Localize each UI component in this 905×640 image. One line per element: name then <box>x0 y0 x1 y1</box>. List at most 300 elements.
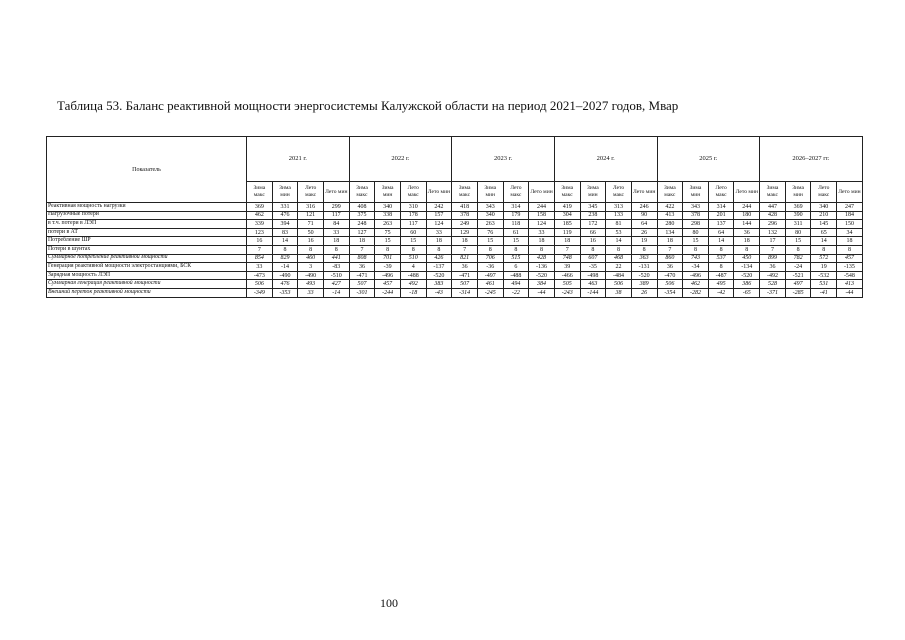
table-cell: 280 <box>657 220 683 229</box>
table-cell: 144 <box>734 220 760 229</box>
table-cell: 145 <box>811 220 837 229</box>
table-cell: 457 <box>375 280 401 289</box>
table-cell: -14 <box>323 288 349 297</box>
table-row <box>47 220 863 229</box>
table-cell: 14 <box>708 237 734 246</box>
table-cell: 36 <box>760 263 786 272</box>
table-cell: 33 <box>247 263 273 272</box>
table-cell: -520 <box>426 271 452 280</box>
table-cell: 506 <box>247 280 273 289</box>
table-cell: 33 <box>426 228 452 237</box>
table-cell: 36 <box>349 263 375 272</box>
table-cell: 476 <box>272 211 298 220</box>
table-cell: 418 <box>452 203 478 212</box>
table-cell: 8 <box>708 245 734 254</box>
season-header: Зима мин <box>785 182 811 203</box>
table-cell: 16 <box>247 237 273 246</box>
table-cell: -471 <box>452 271 478 280</box>
table-cell: 64 <box>631 220 657 229</box>
table-cell: -471 <box>349 271 375 280</box>
table-cell: 8 <box>426 245 452 254</box>
table-cell: 238 <box>580 211 606 220</box>
table-cell: -137 <box>426 263 452 272</box>
table-cell: 33 <box>323 228 349 237</box>
table-row <box>47 288 863 297</box>
row-label: в т.ч. потери в ЛЭП <box>47 220 247 229</box>
table-cell: -349 <box>247 288 273 297</box>
table-cell: 244 <box>734 203 760 212</box>
table-cell: -244 <box>375 288 401 297</box>
table-cell: 38 <box>606 288 632 297</box>
table-cell: 18 <box>323 237 349 246</box>
table-row <box>47 203 863 212</box>
table-cell: 18 <box>554 237 580 246</box>
table-cell: -466 <box>554 271 580 280</box>
table-cell: 311 <box>785 220 811 229</box>
table-cell: -245 <box>477 288 503 297</box>
table-cell: 137 <box>708 220 734 229</box>
table-cell: 22 <box>606 263 632 272</box>
row-label: Потери в шунтах <box>47 245 247 254</box>
table-cell: -488 <box>400 271 426 280</box>
table-cell: 378 <box>452 211 478 220</box>
season-header: Лето макс <box>503 182 529 203</box>
row-label: Суммарная генерация реактивной мощности <box>47 280 247 289</box>
table-cell: 80 <box>683 228 709 237</box>
table-cell: 497 <box>785 280 811 289</box>
season-header: Лето мин <box>837 182 863 203</box>
table-cell: 441 <box>323 254 349 263</box>
table-cell: 537 <box>708 254 734 263</box>
table-cell: 8 <box>734 245 760 254</box>
table-cell: 34 <box>837 228 863 237</box>
table-cell: 428 <box>760 211 786 220</box>
table-cell: 124 <box>426 220 452 229</box>
table-cell: 808 <box>349 254 375 263</box>
table-cell: 15 <box>400 237 426 246</box>
table-cell: -353 <box>272 288 298 297</box>
season-header: Зима макс <box>247 182 273 203</box>
table-cell: 26 <box>631 228 657 237</box>
table-cell: 14 <box>272 237 298 246</box>
table-cell: 15 <box>375 237 401 246</box>
table-cell: -18 <box>400 288 426 297</box>
table-cell: 829 <box>272 254 298 263</box>
table-row <box>47 280 863 289</box>
table-cell: 263 <box>477 220 503 229</box>
year-header: 2023 г. <box>452 137 555 182</box>
table-cell: 339 <box>247 220 273 229</box>
table-cell: -285 <box>785 288 811 297</box>
table-cell: 8 <box>708 263 734 272</box>
table-cell: 19 <box>631 237 657 246</box>
table-cell: 117 <box>400 220 426 229</box>
table-cell: 310 <box>400 203 426 212</box>
table-row <box>47 271 863 280</box>
table-cell: -484 <box>606 271 632 280</box>
table-cell: 899 <box>760 254 786 263</box>
season-header: Лето макс <box>400 182 426 203</box>
table-cell: 150 <box>837 220 863 229</box>
table-cell: -43 <box>426 288 452 297</box>
table-cell: 244 <box>529 203 555 212</box>
season-header: Зима макс <box>554 182 580 203</box>
table-cell: 8 <box>606 245 632 254</box>
table-cell: -487 <box>708 271 734 280</box>
row-label: Генерация реактивной мощности электростанциями, БСК <box>47 263 247 272</box>
table-cell: 60 <box>400 228 426 237</box>
table-cell: 394 <box>272 220 298 229</box>
season-header: Зима макс <box>452 182 478 203</box>
table-cell: -498 <box>580 271 606 280</box>
table-cell: 18 <box>452 237 478 246</box>
table-cell: 701 <box>375 254 401 263</box>
season-header: Зима мин <box>375 182 401 203</box>
table-cell: 178 <box>400 211 426 220</box>
season-header: Лето мин <box>323 182 349 203</box>
table-cell: 76 <box>477 228 503 237</box>
table-cell: 249 <box>452 220 478 229</box>
table-cell: 71 <box>298 220 324 229</box>
table-cell: 462 <box>683 280 709 289</box>
table-cell: -41 <box>811 288 837 297</box>
table-cell: 8 <box>529 245 555 254</box>
table-cell: 331 <box>272 203 298 212</box>
table-cell: 383 <box>426 280 452 289</box>
year-header: 2025 г. <box>657 137 760 182</box>
table-cell: -282 <box>683 288 709 297</box>
table-cell: 413 <box>657 211 683 220</box>
table-cell: 506 <box>606 280 632 289</box>
table-cell: -520 <box>734 271 760 280</box>
table-cell: 507 <box>349 280 375 289</box>
table-cell: 18 <box>349 237 375 246</box>
table-cell: -532 <box>811 271 837 280</box>
table-cell: 119 <box>554 228 580 237</box>
table-cell: 8 <box>375 245 401 254</box>
table-cell: 157 <box>426 211 452 220</box>
table-cell: -36 <box>477 263 503 272</box>
table-cell: -497 <box>477 271 503 280</box>
table-cell: -134 <box>734 263 760 272</box>
table-cell: 419 <box>554 203 580 212</box>
season-header: Лето мин <box>734 182 760 203</box>
table-cell: 242 <box>426 203 452 212</box>
table-cell: -510 <box>323 271 349 280</box>
season-header: Лето мин <box>529 182 555 203</box>
table-cell: 132 <box>760 228 786 237</box>
table-cell: -44 <box>529 288 555 297</box>
table-cell: 389 <box>631 280 657 289</box>
table-cell: 7 <box>349 245 375 254</box>
table-cell: 369 <box>247 203 273 212</box>
table-cell: 340 <box>811 203 837 212</box>
table-cell: 180 <box>734 211 760 220</box>
table-cell: 748 <box>554 254 580 263</box>
table-cell: 457 <box>837 254 863 263</box>
table-row <box>47 211 863 220</box>
table-cell: 8 <box>683 245 709 254</box>
year-header: 2026–2027 гг. <box>760 137 863 182</box>
year-header: 2022 г. <box>349 137 452 182</box>
table-cell: 338 <box>375 211 401 220</box>
table-cell: 462 <box>247 211 273 220</box>
row-label: Зарядная мощность ЛЭП <box>47 271 247 280</box>
table-cell: -22 <box>503 288 529 297</box>
season-header: Зима мин <box>580 182 606 203</box>
table-cell: 304 <box>554 211 580 220</box>
table-row <box>47 263 863 272</box>
table-row <box>47 245 863 254</box>
table-cell: 506 <box>657 280 683 289</box>
table-cell: 201 <box>708 211 734 220</box>
table-cell: 8 <box>272 245 298 254</box>
table-cell: 528 <box>760 280 786 289</box>
table-cell: 15 <box>503 237 529 246</box>
table-cell: 408 <box>349 203 375 212</box>
table-cell: 390 <box>785 211 811 220</box>
page-number: 100 <box>380 596 398 610</box>
season-header: Зима мин <box>272 182 298 203</box>
table-cell: -14 <box>272 263 298 272</box>
table-cell: 314 <box>708 203 734 212</box>
table-cell: 460 <box>298 254 324 263</box>
table-cell: 8 <box>477 245 503 254</box>
table-cell: 7 <box>657 245 683 254</box>
season-header: Зима мин <box>683 182 709 203</box>
table-cell: -492 <box>760 271 786 280</box>
table-cell: 18 <box>837 237 863 246</box>
table-cell: 3 <box>298 263 324 272</box>
table-cell: 343 <box>683 203 709 212</box>
table-row <box>47 254 863 263</box>
table-cell: 26 <box>631 288 657 297</box>
table-cell: 422 <box>657 203 683 212</box>
table-cell: 15 <box>477 237 503 246</box>
table-cell: -496 <box>375 271 401 280</box>
table-cell: -65 <box>734 288 760 297</box>
table-cell: 468 <box>606 254 632 263</box>
table-cell: 18 <box>657 237 683 246</box>
table-cell: 80 <box>785 228 811 237</box>
indicator-header: Показатель <box>47 137 247 203</box>
table-cell: -243 <box>554 288 580 297</box>
table-cell: -83 <box>323 263 349 272</box>
table-cell: -548 <box>837 271 863 280</box>
table-cell: 247 <box>837 203 863 212</box>
year-header: 2024 г. <box>554 137 657 182</box>
table-cell: 8 <box>837 245 863 254</box>
table-cell: 8 <box>323 245 349 254</box>
table-cell: 298 <box>683 220 709 229</box>
table-cell: 413 <box>837 280 863 289</box>
table-cell: 263 <box>375 220 401 229</box>
table-cell: 476 <box>272 280 298 289</box>
table-cell: 375 <box>349 211 375 220</box>
table-cell: 65 <box>811 228 837 237</box>
table-cell: 531 <box>811 280 837 289</box>
table-cell: 36 <box>657 263 683 272</box>
table-cell: 8 <box>503 245 529 254</box>
table-cell: 36 <box>452 263 478 272</box>
table-cell: -131 <box>631 263 657 272</box>
table-cell: 450 <box>734 254 760 263</box>
table-cell: 363 <box>631 254 657 263</box>
table-cell: 782 <box>785 254 811 263</box>
table-cell: 316 <box>298 203 324 212</box>
table-cell: 507 <box>452 280 478 289</box>
season-header: Зима мин <box>477 182 503 203</box>
table-cell: 313 <box>606 203 632 212</box>
table-cell: 16 <box>580 237 606 246</box>
table-cell: 492 <box>400 280 426 289</box>
table-cell: 572 <box>811 254 837 263</box>
table-cell: 7 <box>247 245 273 254</box>
season-header: Лето макс <box>811 182 837 203</box>
table-cell: 123 <box>247 228 273 237</box>
table-cell: 340 <box>375 203 401 212</box>
table-cell: 124 <box>529 220 555 229</box>
table-cell: 495 <box>708 280 734 289</box>
table-cell: 8 <box>298 245 324 254</box>
table-cell: 8 <box>811 245 837 254</box>
row-label: Внешний переток реактивной мощности <box>47 288 247 297</box>
table-cell: 18 <box>426 237 452 246</box>
season-header: Лето макс <box>298 182 324 203</box>
table-cell: -488 <box>503 271 529 280</box>
table-cell: 15 <box>785 237 811 246</box>
table-cell: 447 <box>760 203 786 212</box>
table-cell: 515 <box>503 254 529 263</box>
table-cell: 53 <box>606 228 632 237</box>
table-cell: 14 <box>811 237 837 246</box>
table-cell: 16 <box>298 237 324 246</box>
reactive-power-balance-table <box>46 136 863 298</box>
table-cell: -490 <box>272 271 298 280</box>
table-cell: 493 <box>298 280 324 289</box>
table-cell: 706 <box>477 254 503 263</box>
year-header-row <box>47 137 863 182</box>
table-cell: 494 <box>503 280 529 289</box>
table-row <box>47 237 863 246</box>
table-cell: 314 <box>503 203 529 212</box>
table-cell: 127 <box>349 228 375 237</box>
table-cell: 821 <box>452 254 478 263</box>
table-cell: 461 <box>477 280 503 289</box>
row-label: Реактивная мощность нагрузки <box>47 203 247 212</box>
table-cell: 6 <box>503 263 529 272</box>
table-body <box>47 203 863 298</box>
table-cell: 248 <box>349 220 375 229</box>
table-cell: 7 <box>554 245 580 254</box>
table-cell: -44 <box>837 288 863 297</box>
table-cell: 184 <box>837 211 863 220</box>
table-cell: 61 <box>503 228 529 237</box>
table-cell: -35 <box>580 263 606 272</box>
table-cell: -34 <box>683 263 709 272</box>
table-cell: 345 <box>580 203 606 212</box>
row-label: Потребление ШР <box>47 237 247 246</box>
table-cell: -371 <box>760 288 786 297</box>
table-cell: 510 <box>400 254 426 263</box>
table-cell: 83 <box>272 228 298 237</box>
table-cell: -314 <box>452 288 478 297</box>
table-cell: 427 <box>323 280 349 289</box>
table-cell: 39 <box>554 263 580 272</box>
table-cell: 134 <box>657 228 683 237</box>
table-cell: 428 <box>529 254 555 263</box>
table-cell: -490 <box>298 271 324 280</box>
table-cell: 505 <box>554 280 580 289</box>
season-header: Лето макс <box>606 182 632 203</box>
row-label: Нагрузочные потери <box>47 211 247 220</box>
table-cell: 743 <box>683 254 709 263</box>
table-cell: 33 <box>298 288 324 297</box>
table-cell: 854 <box>247 254 273 263</box>
table-cell: -135 <box>837 263 863 272</box>
table-cell: 15 <box>683 237 709 246</box>
table-cell: 4 <box>400 263 426 272</box>
season-header: Зима макс <box>760 182 786 203</box>
table-cell: -521 <box>785 271 811 280</box>
table-cell: 64 <box>708 228 734 237</box>
season-header: Лето мин <box>426 182 452 203</box>
row-label: потери в АТ <box>47 228 247 237</box>
table-cell: 81 <box>606 220 632 229</box>
table-cell: 607 <box>580 254 606 263</box>
year-header: 2021 г. <box>247 137 350 182</box>
table-cell: 118 <box>503 220 529 229</box>
table-cell: 296 <box>760 220 786 229</box>
table-cell: -354 <box>657 288 683 297</box>
table-cell: 343 <box>477 203 503 212</box>
table-cell: 299 <box>323 203 349 212</box>
table-cell: 36 <box>734 228 760 237</box>
table-cell: -42 <box>708 288 734 297</box>
table-cell: 117 <box>323 211 349 220</box>
table-cell: 7 <box>452 245 478 254</box>
table-cell: 340 <box>477 211 503 220</box>
table-cell: 18 <box>529 237 555 246</box>
table-cell: 17 <box>760 237 786 246</box>
table-cell: 378 <box>683 211 709 220</box>
table-cell: -520 <box>529 271 555 280</box>
table-cell: 179 <box>503 211 529 220</box>
table-cell: 210 <box>811 211 837 220</box>
table-row <box>47 228 863 237</box>
table-cell: -470 <box>657 271 683 280</box>
table-cell: -496 <box>683 271 709 280</box>
table-cell: 66 <box>580 228 606 237</box>
table-cell: 185 <box>554 220 580 229</box>
table-cell: -136 <box>529 263 555 272</box>
table-cell: 50 <box>298 228 324 237</box>
table-cell: 8 <box>580 245 606 254</box>
table-cell: 19 <box>811 263 837 272</box>
season-header: Лето макс <box>708 182 734 203</box>
table-cell: 133 <box>606 211 632 220</box>
season-header: Зима макс <box>349 182 375 203</box>
table-cell: -473 <box>247 271 273 280</box>
table-cell: -520 <box>631 271 657 280</box>
table-cell: 8 <box>785 245 811 254</box>
table-cell: 121 <box>298 211 324 220</box>
table-cell: 75 <box>375 228 401 237</box>
table-cell: 18 <box>734 237 760 246</box>
table-cell: 8 <box>631 245 657 254</box>
table-cell: 246 <box>631 203 657 212</box>
table-cell: 426 <box>426 254 452 263</box>
